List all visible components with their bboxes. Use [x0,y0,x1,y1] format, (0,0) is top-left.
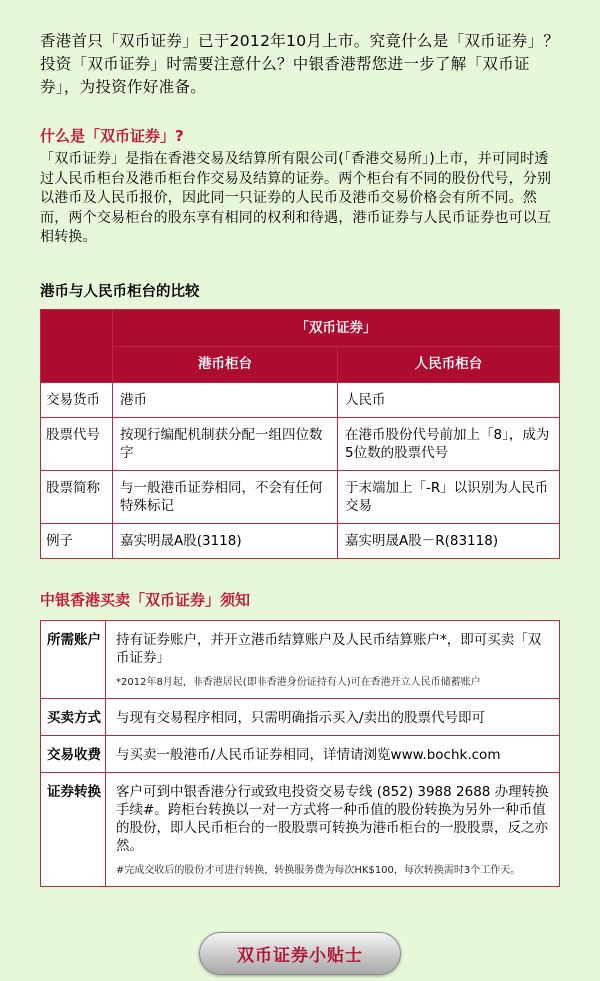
table-row [41,417,560,470]
row-label: 交易货币 [41,382,113,417]
tips-button[interactable]: 双币证券小贴士 [199,932,401,975]
table-row [41,382,560,417]
row-content [106,772,560,886]
table-row [41,772,560,886]
rmb-cell: 嘉实明晟A股－R(83118) [338,523,560,558]
rmb-counter-header: 人民币柜台 [338,346,560,382]
row-content [106,620,560,698]
table-row [41,470,560,523]
what-is-body: 「双币证券」是指在香港交易及结算所有限公司(「香港交易所」)上市，并可同时透过人民币柜台及港币柜台作交易及结算的证券。两个柜台有不同的股份代号，分别以港币及人民币报价，因此同一只证券的人民币及港币交易价格会有所不同。然而，两个交易柜台的股东享有相同的权利和待遇，港币证券与人民币证券也可以互相转换。 [40,151,552,245]
corner-cell [41,309,113,382]
group-header: 「双币证券」 [113,309,560,346]
notes-title: 中银香港买卖「双币证券」须知 [40,590,251,609]
row-label: 交易收费 [41,735,106,772]
row-label: 证券转换 [41,772,106,886]
what-is-title: 什么是「双币证券」? [40,127,184,145]
hkd-cell: 按现行编配机制获分配一组四位数字 [113,417,338,470]
hkd-cell: 港币 [113,382,338,417]
hkd-counter-header: 港币柜台 [113,346,338,382]
hkd-cell: 嘉实明晟A股(3118) [113,523,338,558]
row-text: 持有证券账户，并开立港币结算账户及人民币结算账户*，即可买卖「双币证券」 [116,631,542,666]
row-label: 股票简称 [41,470,113,523]
table-row [41,523,560,558]
table-row [41,620,560,698]
row-footnote: #完成交收后的股份才可进行转换，转换服务费为每次HK$100，每次转换需时3个工作天。 [116,864,521,876]
rmb-cell: 人民币 [338,382,560,417]
comparison-table [40,309,560,559]
row-label: 所需账户 [41,620,106,698]
row-text: 与买卖一般港币/人民币证券相同，详情请浏览www.bochk.com [106,735,560,772]
table-row [41,735,560,772]
row-text: 客户可到中银香港分行或致电投资交易专线 (852) 3988 2688 办理转换手续#。跨柜台转换以一对一方式将一种币值的股份转换为另外一种币值的股份，即人民币柜台的一股股票可转换为港币柜台的一股股票，反之亦然。 [116,783,549,854]
notes-table [40,620,560,887]
row-label: 买卖方式 [41,698,106,735]
rmb-cell: 于末端加上「-R」以识别为人民币交易 [338,470,560,523]
row-label: 例子 [41,523,113,558]
table-row [41,698,560,735]
comparison-title: 港币与人民币柜台的比较 [40,283,200,300]
intro-text: 香港首只「双币证券」已于2012年10月上市。究竟什么是「双币证券」？投资「双币证券」时需要注意什么？中银香港帮您进一步了解「双币证券」，为投资作好准备。 [40,32,560,96]
hkd-cell: 与一般港币证券相同，不会有任何特殊标记 [113,470,338,523]
row-footnote: *2012年8月起，非香港居民(即非香港身份证持有人)可在香港开立人民币储蓄账户 [116,676,481,688]
row-text: 与现有交易程序相同，只需明确指示买入/卖出的股票代号即可 [106,698,560,735]
row-label: 股票代号 [41,417,113,470]
rmb-cell: 在港币股份代号前加上「8」，成为5位数的股票代号 [338,417,560,470]
